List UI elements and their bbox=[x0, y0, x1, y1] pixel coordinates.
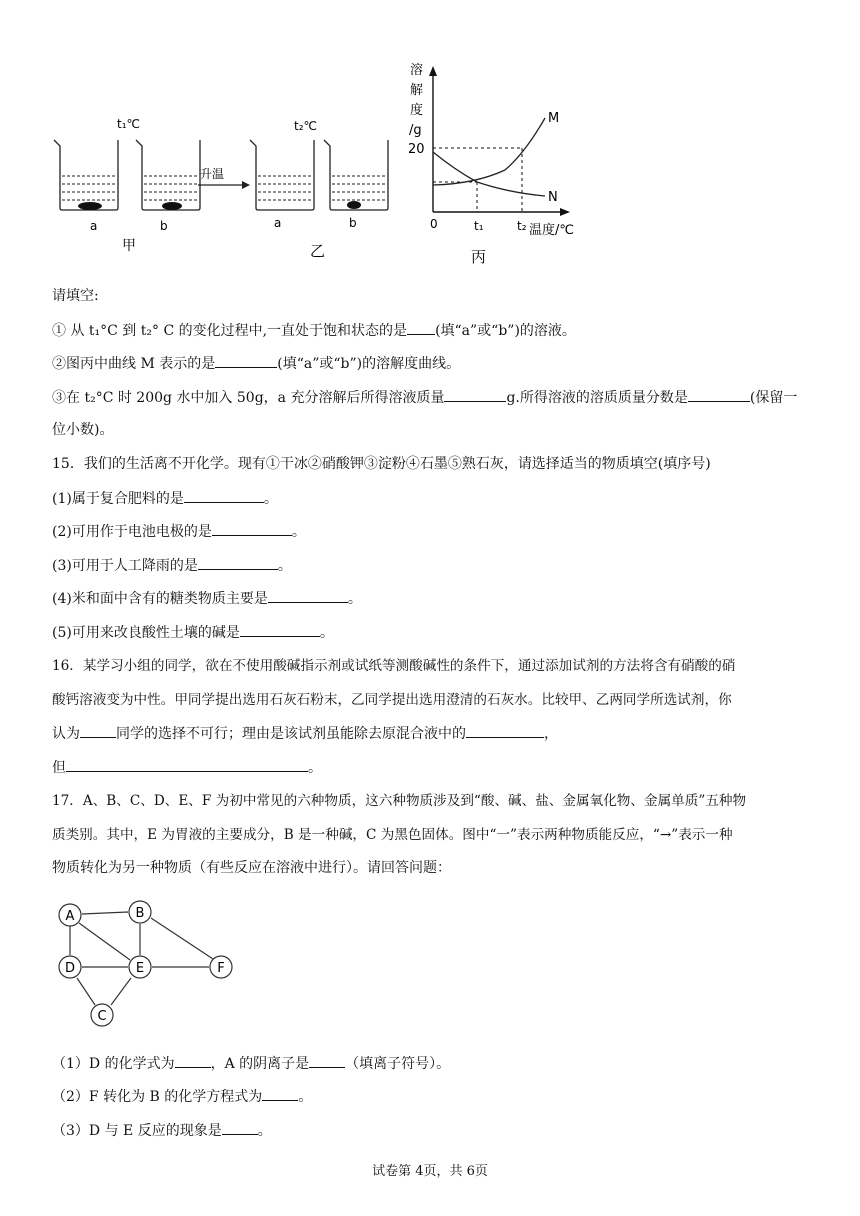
answer-blank[interactable] bbox=[240, 622, 320, 637]
node-label: D bbox=[64, 961, 76, 976]
beaker-b-t2 bbox=[324, 140, 388, 210]
node-label: B bbox=[135, 906, 145, 921]
answer-blank[interactable] bbox=[215, 353, 277, 368]
x-tick-t1: t₁ bbox=[474, 219, 484, 233]
heat-arrow bbox=[198, 181, 250, 189]
beaker-label: b bbox=[160, 219, 168, 233]
node-label: A bbox=[65, 909, 75, 924]
answer-blank[interactable] bbox=[184, 488, 264, 503]
heat-arrow-label: 升温 bbox=[200, 167, 225, 181]
q17-sub1: （1）D 的化学式为 ，A 的阴离子是 （填离子符号）。 bbox=[52, 1053, 450, 1074]
q16-line4: 但 。 bbox=[52, 757, 322, 778]
q15-item: (2)可用作于电池电极的是 。 bbox=[52, 521, 306, 542]
q14-line1: ① 从 t₁°C 到 t₂° C 的变化过程中,一直处于饱和状态的是 (填“a”或“b”)的溶液。 bbox=[52, 320, 576, 341]
beaker-label: b bbox=[349, 216, 357, 230]
y-axis-label-char: 度 bbox=[410, 103, 424, 118]
temp-label-t1: t₁℃ bbox=[117, 117, 140, 131]
answer-blank[interactable] bbox=[80, 723, 116, 738]
q16-line3: 认为 同学的选择不可行；理由是该试剂虽能除去原混合液中的 ， bbox=[52, 723, 558, 744]
q14-intro: 请填空: bbox=[52, 288, 99, 304]
answer-blank[interactable] bbox=[262, 1086, 298, 1101]
q17-line2: 质类别。其中，E 为胃液的主要成分，B 是一种碱，C 为黑色固体。图中“一”表示两种物质能反应，“→”表示一种 bbox=[52, 827, 733, 843]
answer-blank[interactable] bbox=[688, 387, 750, 402]
origin-label: 0 bbox=[430, 217, 438, 231]
group-label-yi: 乙 bbox=[310, 242, 326, 260]
substance-relation-diagram bbox=[50, 898, 240, 1030]
q15-item: (5)可用来改良酸性土壤的碱是 。 bbox=[52, 622, 334, 643]
answer-blank[interactable] bbox=[198, 555, 278, 570]
node-label: F bbox=[217, 961, 225, 976]
q15-item: (3)可用于人工降雨的是 。 bbox=[52, 555, 292, 576]
beaker-label: a bbox=[90, 219, 98, 233]
answer-blank[interactable] bbox=[407, 320, 435, 335]
answer-blank[interactable] bbox=[66, 757, 308, 772]
answer-blank[interactable] bbox=[175, 1053, 211, 1068]
answer-blank[interactable] bbox=[444, 387, 506, 402]
q17-sub2: （2）F 转化为 B 的化学方程式为 。 bbox=[52, 1086, 312, 1107]
answer-blank[interactable] bbox=[268, 588, 348, 603]
beaker-a-t2 bbox=[250, 140, 314, 210]
q14-line3: ③在 t₂°C 时 200g 水中加入 50g，a 充分溶解后所得溶液质量 g.所得溶液的溶质质量分数是 (保留一 bbox=[52, 387, 797, 408]
group-label-bing: 丙 bbox=[471, 248, 487, 266]
y-axis-label-char: 解 bbox=[410, 83, 424, 98]
q16-line1: 16．某学习小组的同学，欲在不使用酸碱指示剂或试纸等测酸碱性的条件下，通过添加试剂的方法将含有硝酸的硝 bbox=[52, 658, 736, 674]
node-label: C bbox=[97, 1009, 107, 1024]
q15-item: (4)米和面中含有的糖类物质主要是 。 bbox=[52, 588, 362, 609]
answer-blank[interactable] bbox=[466, 723, 544, 738]
curve-m bbox=[433, 118, 545, 185]
q15-stem: 15．我们的生活离不开化学。现有①干冰②硝酸钾③淀粉④石墨⑤熟石灰，请选择适当的物质填空(填序号) bbox=[52, 456, 711, 472]
beaker-a-t1 bbox=[54, 140, 118, 210]
x-axis-label: 温度/℃ bbox=[529, 223, 574, 238]
beaker-b-t1 bbox=[136, 140, 200, 210]
answer-blank[interactable] bbox=[212, 521, 292, 536]
q17-line1: 17．A、B、C、D、E、F 为初中常见的六种物质，这六种物质涉及到“酸、碱、盐、金属氧化物、金属单质”五种物 bbox=[52, 793, 747, 809]
page-footer: 试卷第 4页，共 6页 bbox=[372, 1164, 488, 1179]
q14-line4: 位小数)。 bbox=[52, 422, 114, 438]
beaker-figure bbox=[40, 110, 400, 260]
q17-sub3: （3）D 与 E 反应的现象是 。 bbox=[52, 1120, 272, 1141]
curve-m-label: M bbox=[548, 111, 560, 126]
answer-blank[interactable] bbox=[222, 1120, 258, 1135]
curve-n bbox=[433, 152, 545, 196]
node-label: E bbox=[135, 961, 145, 976]
answer-blank[interactable] bbox=[309, 1053, 345, 1068]
y-axis-label-char: 溶 bbox=[410, 63, 424, 78]
temp-label-t2: t₂℃ bbox=[294, 119, 317, 133]
y-axis-label-char: /g bbox=[409, 123, 422, 138]
solubility-graph bbox=[400, 58, 590, 268]
q14-line2: ②图丙中曲线 M 表示的是 (填“a”或“b”)的溶解度曲线。 bbox=[52, 353, 460, 374]
group-label-jia: 甲 bbox=[122, 238, 136, 254]
q15-item: (1)属于复合肥料的是 。 bbox=[52, 488, 278, 509]
beaker-label: a bbox=[274, 216, 282, 230]
y-tick-20: 20 bbox=[408, 142, 425, 157]
x-tick-t2: t₂ bbox=[517, 219, 527, 233]
curve-n-label: N bbox=[548, 190, 558, 205]
q17-line3: 物质转化为另一种物质（有些反应在溶液中进行）。请回答问题： bbox=[52, 860, 451, 876]
q16-line2: 酸钙溶液变为中性。甲同学提出选用石灰石粉末，乙同学提出选用澄清的石灰水。比较甲、乙两同学所选试剂，你 bbox=[52, 692, 732, 708]
